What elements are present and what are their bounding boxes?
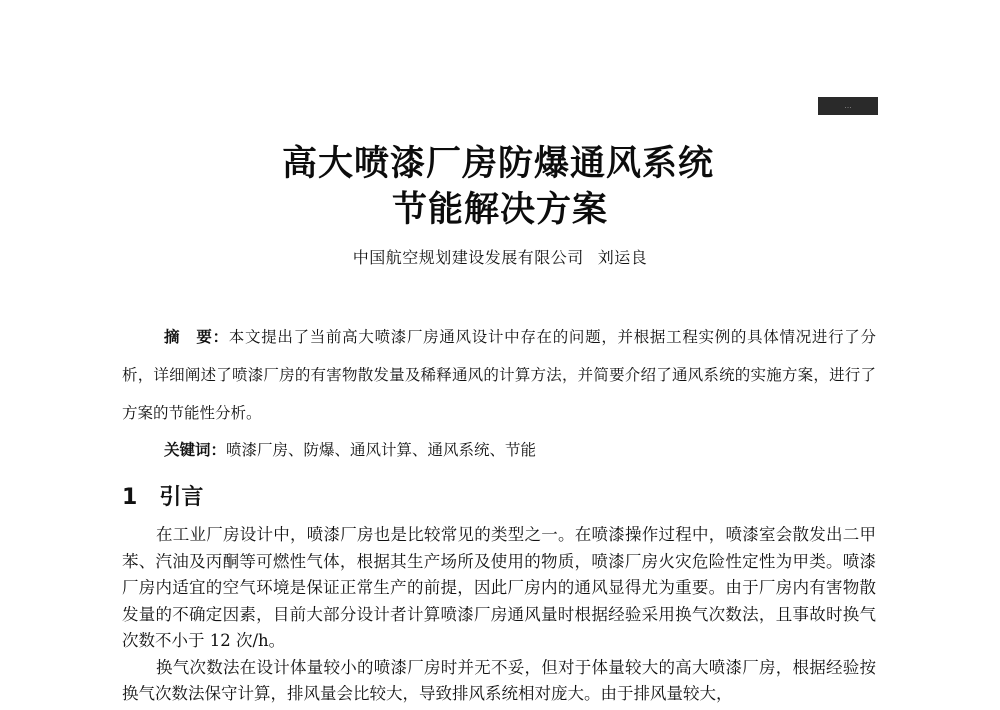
byline xyxy=(0,245,1000,268)
author-name: 刘运良 xyxy=(597,248,648,267)
paragraph: 换气次数法在设计体量较小的喷漆厂房时并无不妥，但对于体量较大的高大喷漆厂房，根据经验按换气次数法保守计算，排风量会比较大，导致排风系统相对庞大。由于排风量较大， xyxy=(122,657,876,703)
title-line-2: 节能解决方案 xyxy=(391,189,608,230)
abstract-text: 本文提出了当前高大喷漆厂房通风设计中存在的问题，并根据工程实例的具体情况进行了分析，详细阐述了喷漆厂房的有害物散发量及稀释通风的计算方法，并简要介绍了通风系统的实施方案，进行了方案的节能性分析。 xyxy=(122,328,876,422)
body-text xyxy=(122,522,876,708)
keywords-label: 关键词： xyxy=(164,441,227,459)
paragraph: 在工业厂房设计中，喷漆厂房也是比较常见的类型之一。在喷漆操作过程中，喷漆室会散发出二甲苯、汽油及丙酮等可燃性气体，根据其生产场所及使用的物质，喷漆厂房火灾危险性定性为甲类。喷漆厂房内适宜的空气环境是保证正常生产的前提，因此厂房内的通风显得尤为重要。由于厂房内有害物散发量的不确定因素，目前大部分设计者计算喷漆厂房通风量时根据经验采用换气次数法，且事故时换气次数不小于 12 次/h。 xyxy=(122,525,876,650)
abstract-label: 摘 要： xyxy=(164,328,229,346)
column-tag: ... xyxy=(818,97,878,115)
title-line-1: 高大喷漆厂房防爆通风系统 xyxy=(281,143,714,184)
section-title: 引言 xyxy=(159,485,204,510)
abstract xyxy=(122,318,876,432)
author-organization: 中国航空规划建设发展有限公司 xyxy=(352,248,584,267)
section-heading xyxy=(122,480,203,511)
keywords-text: 喷漆厂房、防爆、通风计算、通风系统、节能 xyxy=(226,441,537,459)
section-number: 1 xyxy=(122,485,138,510)
keywords xyxy=(164,438,536,460)
